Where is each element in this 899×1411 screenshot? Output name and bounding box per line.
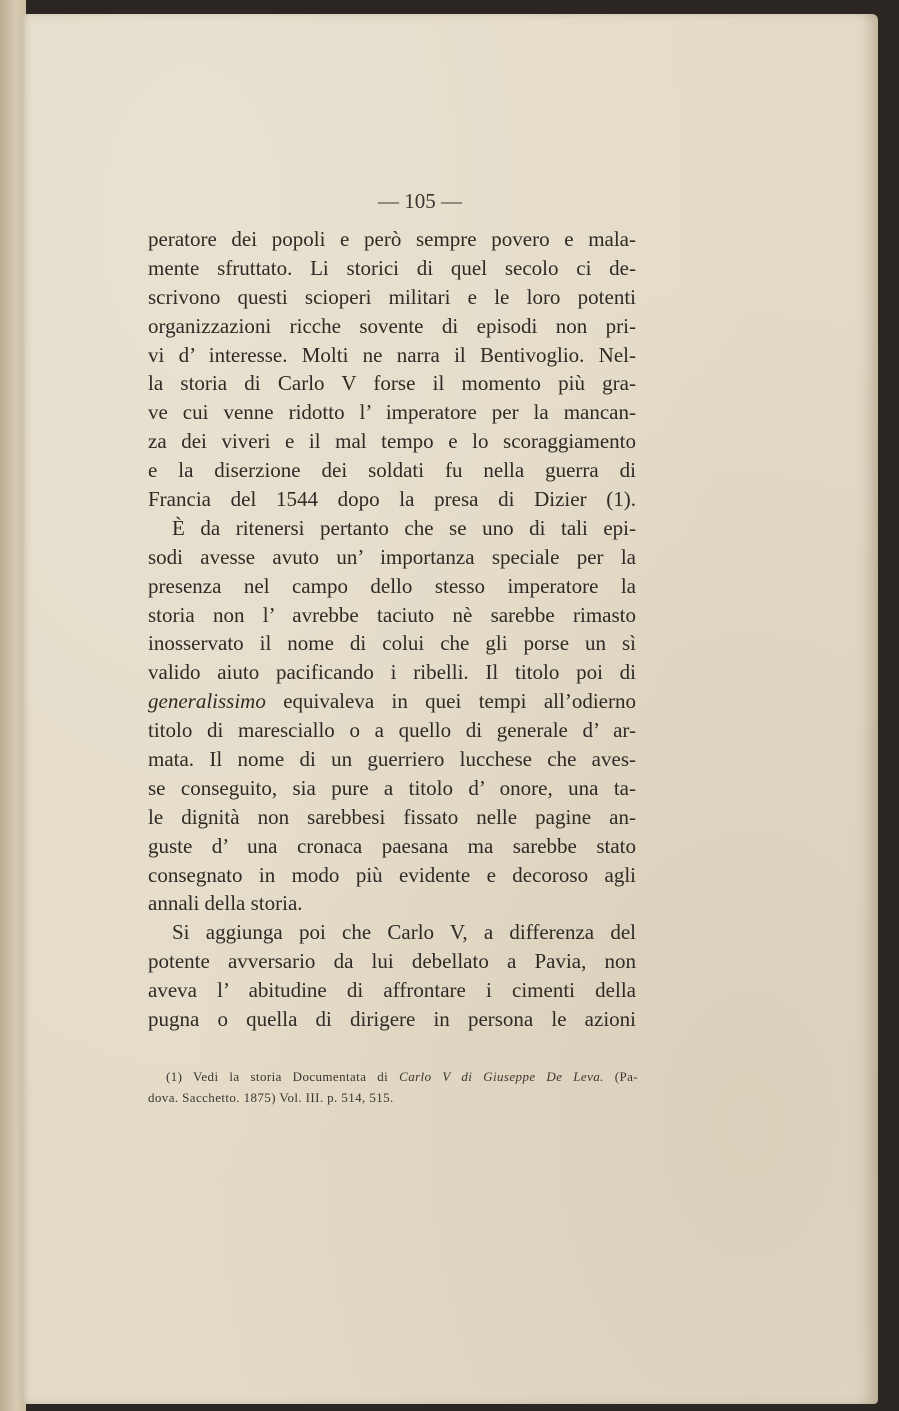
text-line: Francia del 1544 dopo la presa di Dizier (1). (148, 487, 636, 512)
text-line: presenza nel campo dello stesso imperatore la (148, 573, 636, 598)
text-line-with-italic (148, 687, 636, 716)
text-line-rest: equivaleva in quei tempi all’odierno (283, 689, 636, 714)
text-line: le dignità non sarebbesi fissato nelle pagine an- (148, 804, 636, 829)
text-line: inosservato il nome di colui che gli porse un sì (148, 631, 636, 656)
text-line: Si aggiunga poi che Carlo V, a differenza del (172, 920, 636, 945)
text-line: storia non l’ avrebbe taciuto nè sarebbe rimasto (148, 602, 636, 627)
text-line: e la diserzione dei soldati fu nella guerra di (148, 458, 636, 483)
text-line: ve cui venne ridotto l’ imperatore per la mancan- (148, 400, 636, 425)
text-line: mata. Il nome di un guerriero lucchese che aves- (148, 747, 636, 772)
text-line: titolo di maresciallo o a quello di generale d’ ar- (148, 718, 636, 743)
text-line: guste d’ una cronaca paesana ma sarebbe stato (148, 833, 636, 858)
text-line: potente avversario da lui debellato a Pavia, non (148, 949, 636, 974)
text-line: annali della storia. (148, 891, 303, 916)
footnote-italic: Carlo V di Giuseppe De Leva. (399, 1069, 604, 1084)
text-line: mente sfruttato. Li storici di quel secolo ci de- (148, 255, 636, 280)
text-line: consegnato in modo più evidente e decoroso agli (148, 862, 636, 887)
text-line: scrivono questi scioperi militari e le loro potenti (148, 284, 636, 309)
text-line: È da ritenersi pertanto che se uno di tali epi- (172, 515, 636, 540)
page-number: — 105 — (378, 189, 462, 213)
footnote (148, 1066, 638, 1108)
footnote-line: dova. Sacchetto. 1875) Vol. III. p. 514, 515. (148, 1090, 394, 1105)
footnote-line (148, 1066, 638, 1087)
text-line: vi d’ interesse. Molti ne narra il Bentivoglio. Nel- (148, 342, 636, 367)
body-text (148, 225, 636, 1034)
text-line: la storia di Carlo V forse il momento più gra- (148, 371, 636, 396)
footnote-prefix: (1) Vedi la storia Documentata di (166, 1069, 389, 1084)
footnote-suffix: (Pa- (614, 1069, 639, 1084)
text-line: aveva l’ abitudine di affrontare i cimenti della (148, 978, 636, 1003)
text-line: sodi avesse avuto un’ importanza speciale per la (148, 544, 636, 569)
text-line: organizzazioni ricche sovente di episodi non pri- (148, 313, 636, 338)
text-line: za dei viveri e il mal tempo e lo scoraggiamento (148, 429, 636, 454)
text-line: peratore dei popoli e però sempre povero e mala- (148, 227, 636, 251)
text-line: pugna o quella di dirigere in persona le azioni (148, 1007, 636, 1032)
italic-word: generalissimo (148, 689, 266, 714)
text-line: valido aiuto pacificando i ribelli. Il titolo poi di (148, 660, 636, 685)
text-line: se conseguito, sia pure a titolo d’ onore, una ta- (148, 775, 636, 800)
book-page (22, 14, 878, 1404)
